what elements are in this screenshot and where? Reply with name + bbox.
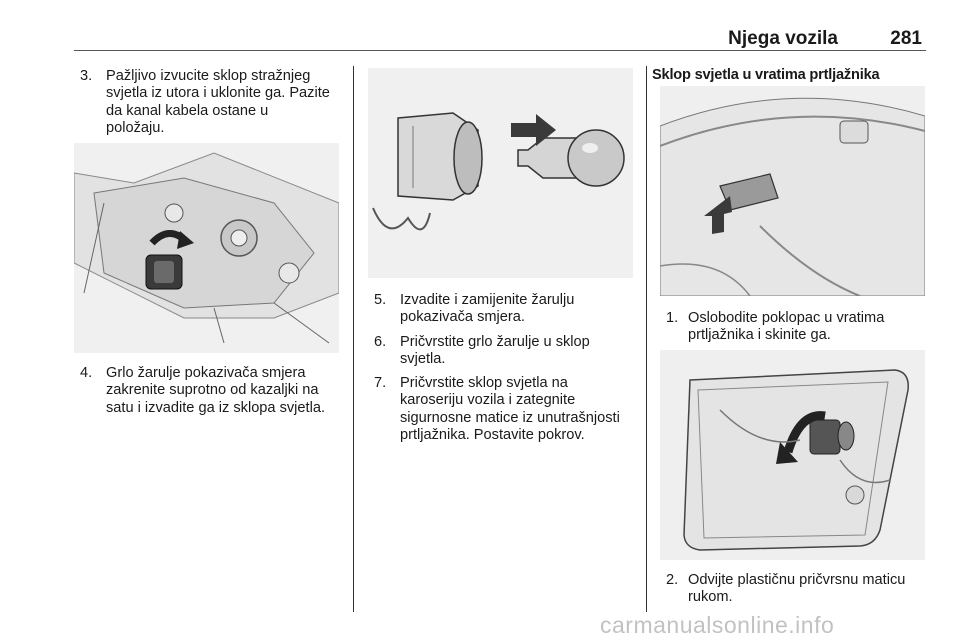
- step-number: 3.: [80, 68, 93, 84]
- section-title: Njega vozila: [728, 28, 838, 49]
- figure-tail-lamp-housing: [74, 143, 339, 353]
- page-header: [74, 22, 926, 50]
- step-text-line: prtljažnika. Postavite pokrov.: [400, 427, 585, 444]
- step-text-line: Odvijte plastičnu pričvrsnu maticu: [688, 572, 906, 588]
- step-text-line: pokazivača smjera.: [400, 309, 525, 326]
- watermark: carmanualsonline.info: [600, 612, 835, 638]
- step-number: 1.: [666, 310, 679, 326]
- step-text-line: sigurnosne matice iz unutrašnjosti: [400, 409, 620, 426]
- step-text-line: Oslobodite poklopac u vratima: [688, 310, 885, 326]
- header-rule: [74, 50, 926, 51]
- step-text-line: svjetla.: [400, 351, 446, 368]
- step-text-line: Pričvrstite sklop svjetla na: [400, 375, 568, 391]
- step-text-line: rukom.: [688, 589, 733, 606]
- page-number: 281: [890, 28, 922, 49]
- figure-bulb-socket: [368, 68, 633, 278]
- step-text-line: položaju.: [106, 120, 165, 137]
- step-number: 6.: [374, 334, 387, 350]
- step-text-line: satu i izvadite ga iz sklopa svjetla.: [106, 399, 326, 416]
- column-divider-left: [353, 66, 354, 612]
- step-number: 2.: [666, 572, 679, 588]
- step-text-line: prtljažnika i skinite ga.: [688, 327, 831, 344]
- step-number: 4.: [80, 365, 93, 381]
- section-subheading: Sklop svjetla u vratima prtljažnika: [652, 67, 880, 83]
- step-text-line: Pričvrstite grlo žarulje u sklop: [400, 334, 590, 350]
- step-number: 5.: [374, 292, 387, 308]
- step-text-line: Grlo žarulje pokazivača smjera: [106, 365, 306, 381]
- figure-tailgate-cover: [660, 86, 925, 296]
- step-text-line: Pažljivo izvucite sklop stražnjeg: [106, 68, 311, 84]
- step-text-line: zakrenite suprotno od kazaljki na: [106, 382, 319, 399]
- step-text-line: svjetla iz utora i uklonite ga. Pazite: [106, 85, 330, 102]
- figure-plastic-nut: [660, 350, 925, 560]
- column-divider-right: [646, 66, 647, 612]
- step-text-line: da kanal kabela ostane u: [106, 102, 269, 119]
- step-text-line: Izvadite i zamijenite žarulju: [400, 292, 575, 308]
- step-text-line: karoseriju vozila i zategnite: [400, 392, 576, 409]
- step-number: 7.: [374, 375, 387, 391]
